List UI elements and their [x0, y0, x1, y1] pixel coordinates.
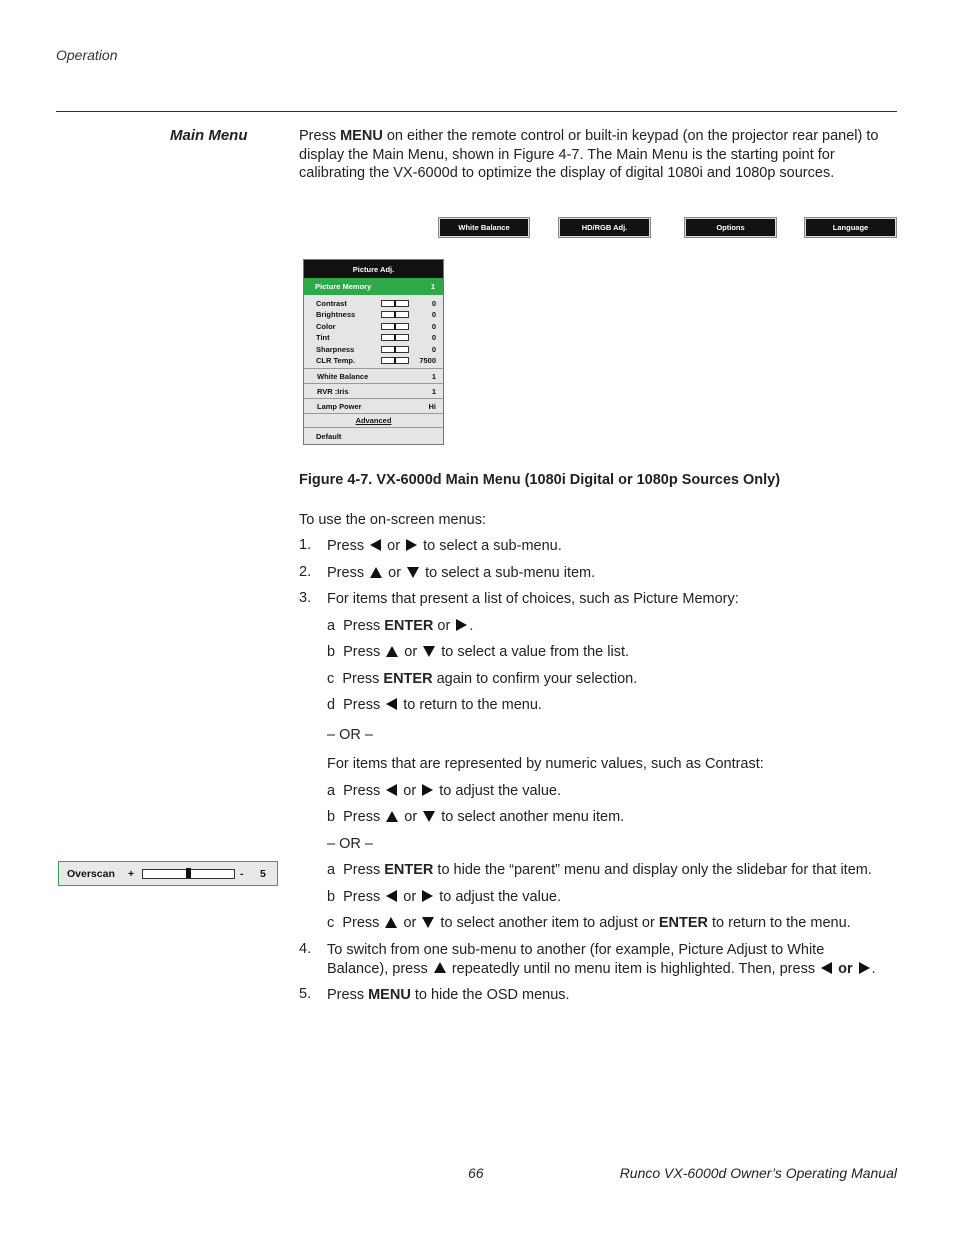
left-arrow-icon — [386, 784, 397, 796]
menu-row-rvr-iris[interactable]: RVR :Iris 1 — [304, 384, 443, 399]
section-title: Main Menu — [170, 127, 248, 144]
right-arrow-icon — [456, 619, 467, 631]
left-arrow-icon — [386, 698, 397, 710]
left-arrow-icon — [821, 962, 832, 974]
overscan-slider[interactable] — [142, 869, 235, 879]
parent-step-c: c Press or to select another item to adjust or ENTER to return to the menu. — [327, 915, 851, 931]
picture-memory-value: 1 — [430, 282, 435, 291]
parent-step-a: a Press ENTER to hide the “parent” menu and display only the slidebar for that item. — [327, 862, 872, 878]
down-arrow-icon — [407, 567, 419, 578]
tab-white-balance[interactable]: White Balance — [438, 217, 530, 238]
menu-key: MENU — [340, 128, 383, 144]
right-arrow-icon — [422, 890, 433, 902]
picture-memory-label: Picture Memory — [315, 282, 372, 291]
up-arrow-icon — [370, 567, 382, 578]
slider-bar[interactable] — [381, 346, 409, 353]
figure-caption: Figure 4-7. VX-6000d Main Menu (1080i Digital or 1080p Sources Only) — [299, 472, 781, 488]
step-number: 5. — [299, 986, 312, 1002]
down-arrow-icon — [423, 646, 435, 657]
up-arrow-icon — [434, 962, 446, 973]
footer-title: Runco VX-6000d Owner’s Operating Manual — [619, 1165, 897, 1181]
step-4: To switch from one sub-menu to another (for example, Picture Adjust to White Balance), press repeatedly until no menu item is highlighted. Then, press or . — [327, 942, 876, 977]
left-arrow-icon — [386, 890, 397, 902]
numeric-step-a: a Press or to adjust the value. — [327, 783, 561, 799]
step-1: Press or to select a sub-menu. — [327, 538, 562, 554]
header-rule — [56, 111, 897, 112]
slider-row-sharpness[interactable]: Sharpness 0 — [316, 344, 436, 354]
overscan-value: 5 — [260, 868, 266, 880]
left-arrow-icon — [370, 539, 381, 551]
slider-row-color[interactable]: Color 0 — [316, 321, 436, 331]
step-5: Press MENU to hide the OSD menus. — [327, 987, 570, 1003]
overscan-label: Overscan — [67, 868, 115, 880]
intro-paragraph: Press MENU on either the remote control or built-in keypad (on the projector rear panel) to display the Main Menu, shown in Figure 4-7. The Main Menu is the starting point for calibrating the VX-6000d to optimize the display of digital 1080i and 1080p sources. — [299, 128, 879, 181]
down-arrow-icon — [422, 917, 434, 928]
instructions-lead: To use the on-screen menus: — [299, 512, 486, 528]
up-arrow-icon — [386, 811, 398, 822]
overscan-minus: - — [240, 868, 244, 880]
step-number: 2. — [299, 564, 312, 580]
step-3d: d Press to return to the menu. — [327, 697, 542, 713]
slider-row-contrast[interactable]: Contrast 0 — [316, 299, 436, 308]
numeric-step-b: b Press or to select another menu item. — [327, 809, 625, 825]
overscan-plus: + — [128, 868, 135, 880]
slider-row-tint[interactable]: Tint 0 — [316, 333, 436, 343]
right-arrow-icon — [406, 539, 417, 551]
menu-row-lamp-power[interactable]: Lamp Power Hi — [304, 399, 443, 414]
right-arrow-icon — [422, 784, 433, 796]
step-3c: c Press ENTER again to confirm your selection. — [327, 671, 638, 687]
slider-bar[interactable] — [381, 311, 409, 318]
advanced-link[interactable]: Advanced — [304, 414, 443, 428]
picture-adj-menu — [303, 259, 444, 445]
step-number: 1. — [299, 537, 312, 553]
overscan-slider-thumb[interactable] — [186, 868, 191, 878]
step-3: For items that present a list of choices, such as Picture Memory: — [327, 591, 739, 607]
numeric-lead: For items that are represented by numeric values, such as Contrast: — [327, 756, 764, 772]
step-number: 3. — [299, 590, 312, 606]
parent-step-b: b Press or to adjust the value. — [327, 889, 561, 905]
default-item[interactable]: Default — [316, 432, 342, 442]
tab-options[interactable]: Options — [684, 217, 777, 238]
overscan-slidebar[interactable] — [58, 861, 278, 886]
step-3a: a Press ENTER or . — [327, 618, 474, 634]
slider-row-brightness[interactable]: Brightness 0 — [316, 310, 436, 320]
slider-bar[interactable] — [381, 300, 409, 307]
slider-bar[interactable] — [381, 323, 409, 330]
slider-group — [304, 295, 443, 369]
up-arrow-icon — [385, 917, 397, 928]
step-2: Press or to select a sub-menu item. — [327, 565, 596, 581]
right-arrow-icon — [859, 962, 870, 974]
step-number: 4. — [299, 941, 312, 957]
slider-row-clr-temp[interactable]: CLR Temp. 7500 — [316, 355, 436, 365]
slider-bar[interactable] — [381, 357, 409, 364]
menu-title: Picture Adj. — [304, 260, 443, 278]
down-arrow-icon — [423, 811, 435, 822]
or-separator: – OR – — [327, 727, 373, 743]
picture-memory-row[interactable] — [304, 278, 443, 295]
tab-hd-rgb-adj[interactable]: HD/RGB Adj. — [558, 217, 651, 238]
page-number: 66 — [468, 1165, 484, 1181]
menu-row-white-balance[interactable]: White Balance 1 — [304, 369, 443, 384]
tab-language[interactable]: Language — [804, 217, 897, 238]
running-header: Operation — [56, 47, 118, 63]
or-separator-2: – OR – — [327, 836, 373, 852]
up-arrow-icon — [386, 646, 398, 657]
step-3b: b Press or to select a value from the list. — [327, 644, 630, 660]
slider-bar[interactable] — [381, 334, 409, 341]
